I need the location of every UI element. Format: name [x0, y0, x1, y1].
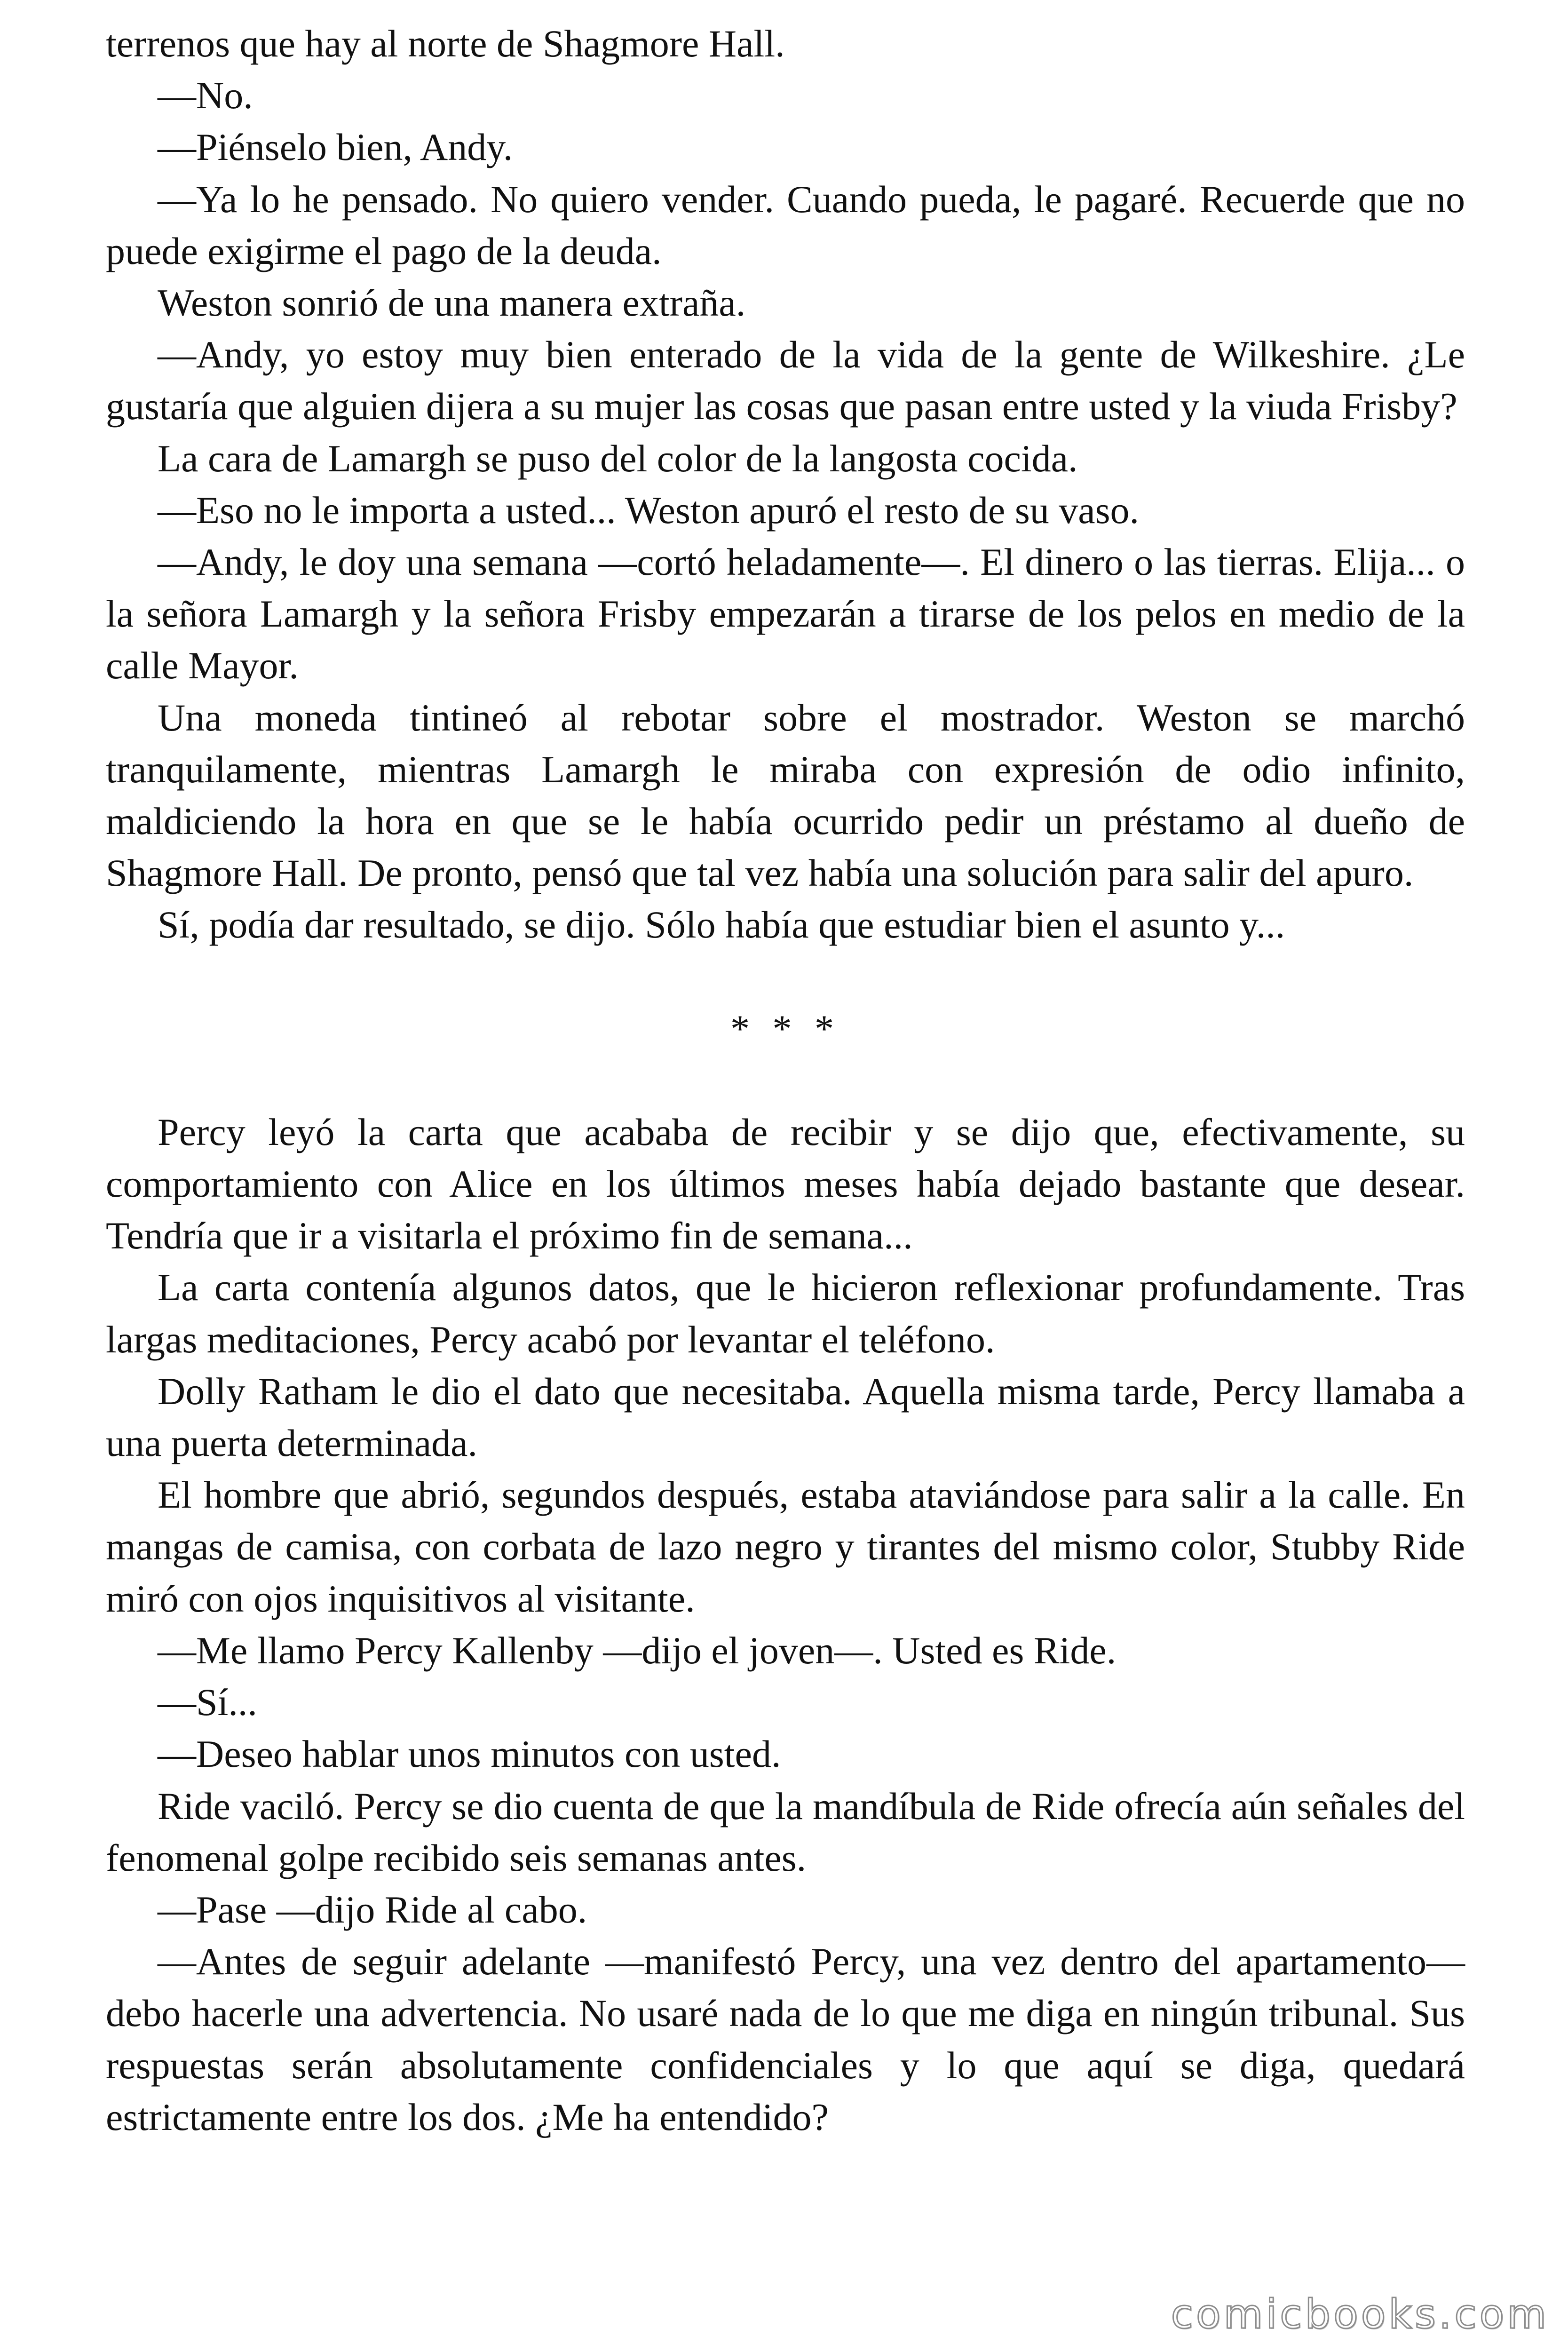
- paragraph: —Deseo hablar unos minutos con usted.: [158, 1732, 781, 1776]
- paragraph: —Piénselo bien, Andy.: [158, 126, 513, 169]
- scene-separator: * * *: [730, 1007, 840, 1050]
- paragraph: —Eso no le importa a usted... Weston apuró el resto de su vaso.: [158, 488, 1140, 532]
- paragraph: Ride vaciló. Percy se dio cuenta de que la mandíbula de Ride ofrecía aún señales del fenomenal golpe recibido seis semanas antes.: [106, 1784, 1465, 1879]
- paragraph: —Antes de seguir adelante —manifestó Percy, una vez dentro del apartamento—debo hacerle una advertencia. No usaré nada de lo que me diga en ningún tribunal. Sus respuestas serán absolutamente confidenciales y lo que aquí se diga, quedará estrictamente entre los dos. ¿Me ha entendido?: [106, 1940, 1465, 2138]
- paragraph: —No.: [158, 74, 253, 117]
- paragraph: El hombre que abrió, segundos después, estaba ataviándose para salir a la calle. En mangas de camisa, con corbata de lazo negro y tirantes del mismo color, Stubby Ride miró con ojos inquisitivos al visitante.: [106, 1473, 1465, 1620]
- paragraph: —Andy, le doy una semana —cortó heladamente—. El dinero o las tierras. Elija... o la señora Lamargh y la señora Frisby empezarán a tirarse de los pelos en medio de la calle Mayor.: [106, 540, 1465, 687]
- paragraph: Una moneda tintineó al rebotar sobre el mostrador. Weston se marchó tranquilamente, mientras Lamargh le miraba con expresión de odio infinito, maldiciendo la hora en que se le había ocurrido pedir un préstamo al dueño de Shagmore Hall. De pronto, pensó que tal vez había una solución para salir del apuro.: [106, 696, 1465, 895]
- body-text: [106, 18, 1465, 2143]
- paragraph: La cara de Lamargh se puso del color de la langosta cocida.: [158, 437, 1078, 480]
- paragraph: —Andy, yo estoy muy bien enterado de la vida de la gente de Wilkeshire. ¿Le gustaría que alguien dijera a su mujer las cosas que pasan entre usted y la viuda Frisby?: [106, 333, 1465, 428]
- paragraph: Weston sonrió de una manera extraña.: [158, 281, 746, 325]
- watermark: comicbooks.com: [1171, 2291, 1549, 2338]
- paragraph-continued: terrenos que hay al norte de Shagmore Hall.: [106, 22, 785, 65]
- paragraph: Sí, podía dar resultado, se dijo. Sólo había que estudiar bien el asunto y...: [158, 903, 1285, 946]
- paragraph: —Me llamo Percy Kallenby —dijo el joven—. Usted es Ride.: [158, 1629, 1117, 1672]
- paragraph: Percy leyó la carta que acababa de recibir y se dijo que, efectivamente, su comportamiento con Alice en los últimos meses había dejado bastante que desear. Tendría que ir a visitarla el próximo fin de semana...: [106, 1110, 1465, 1257]
- paragraph: —Sí...: [158, 1681, 257, 1724]
- paragraph: Dolly Ratham le dio el dato que necesitaba. Aquella misma tarde, Percy llamaba a una puerta determinada.: [106, 1369, 1465, 1465]
- paragraph: —Pase —dijo Ride al cabo.: [158, 1888, 587, 1931]
- paragraph: —Ya lo he pensado. No quiero vender. Cuando pueda, le pagaré. Recuerde que no puede exigirme el pago de la deuda.: [106, 177, 1465, 272]
- paragraph: La carta contenía algunos datos, que le hicieron reflexionar profundamente. Tras largas meditaciones, Percy acabó por levantar el teléfono.: [106, 1266, 1465, 1361]
